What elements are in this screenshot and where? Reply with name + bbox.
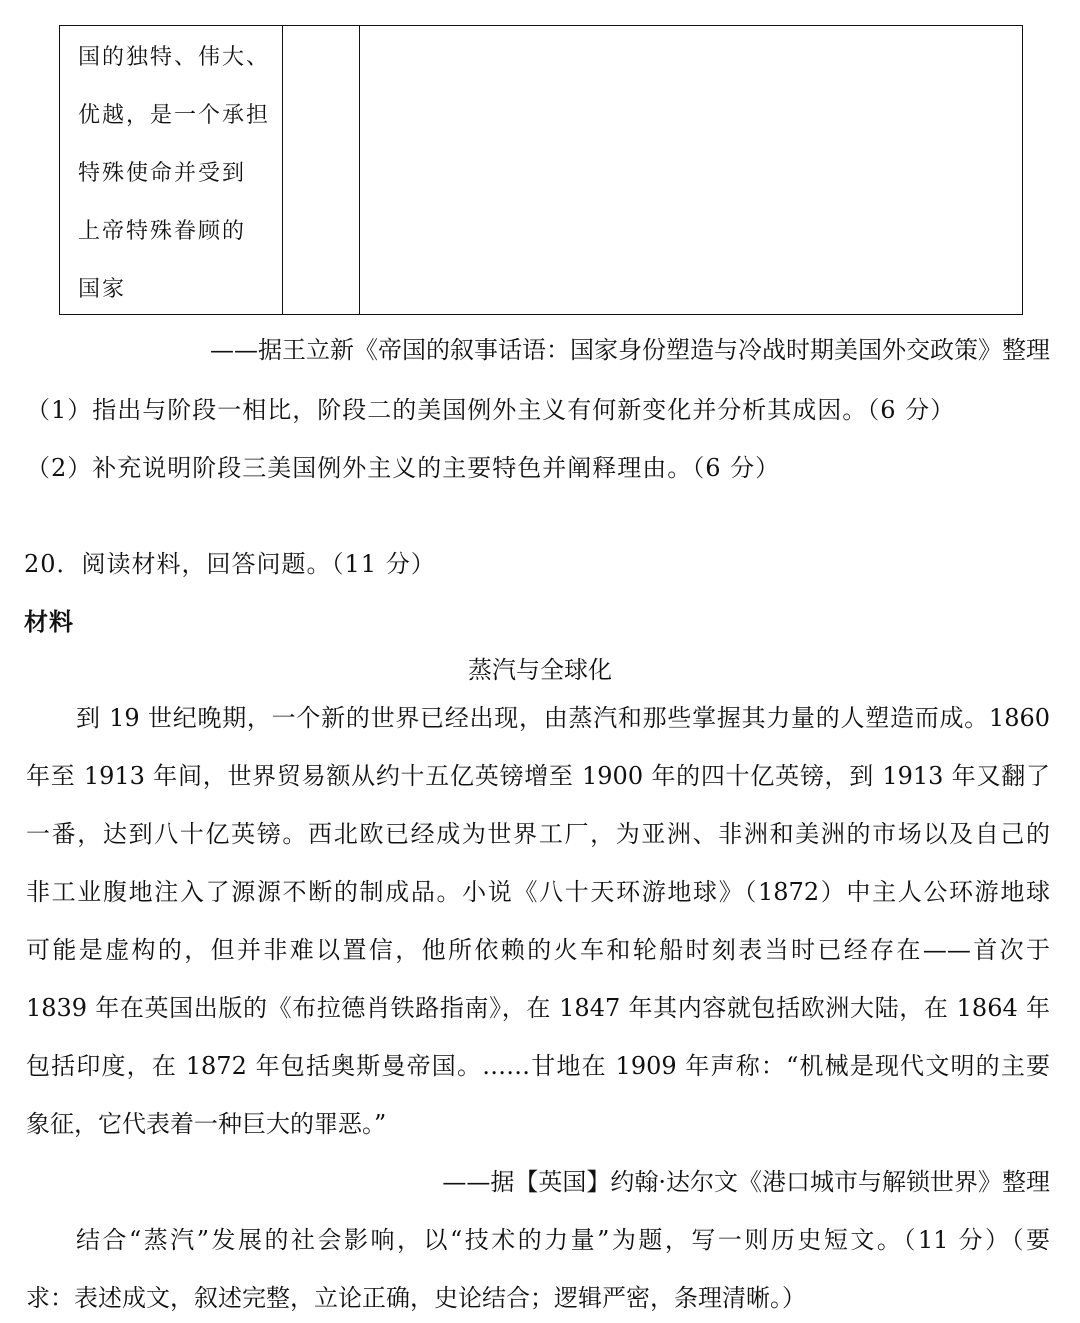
question-20-heading: 20．阅读材料，回答问题。（11 分）: [24, 550, 436, 578]
table-cell-line: 特殊使命并受到: [78, 161, 247, 186]
table-column-divider: [359, 26, 360, 314]
article-line: 一番，达到八十亿英镑。西北欧已经成为世界工厂，为亚洲、非洲和美洲的市场以及自己的: [26, 820, 1050, 848]
task-line: 求：表述成文，叙述完整，立论正确，史论结合；逻辑严密，条理清晰。）: [26, 1284, 806, 1312]
question-2: （2）补充说明阶段三美国例外主义的主要特色并阐释理由。（6 分）: [26, 454, 781, 482]
article-line: 年至 1913 年间，世界贸易额从约十五亿英镑增至 1900 年的四十亿英镑，到 1913 年又翻了: [26, 762, 1050, 790]
source-citation-1: ——据王立新《帝国的叙事话语：国家身份塑造与冷战时期美国外交政策》整理: [210, 336, 1050, 364]
table-fragment: [59, 25, 1023, 315]
table-cell-line: 上帝特殊眷顾的: [78, 219, 247, 244]
article-line: 象征，它代表着一种巨大的罪恶。”: [26, 1110, 387, 1138]
article-title: 蒸汽与全球化: [468, 656, 612, 684]
task-line: 结合“蒸汽”发展的社会影响，以“技术的力量”为题，写一则历史短文。（11 分）（要: [76, 1226, 1050, 1254]
table-column-divider: [282, 26, 283, 314]
table-cell-line: 国的独特、伟大、: [78, 45, 271, 70]
material-label: 材料: [24, 607, 74, 636]
table-cell-line: 国家: [78, 277, 127, 302]
article-line: 包括印度，在 1872 年包括奥斯曼帝国。……甘地在 1909 年声称：“机械是现代文明的主要: [26, 1052, 1050, 1080]
article-line: 到 19 世纪晚期，一个新的世界已经出现，由蒸汽和那些掌握其力量的人塑造而成。1860: [76, 704, 1050, 732]
article-line: 1839 年在英国出版的《布拉德肖铁路指南》，在 1847 年其内容就包括欧洲大陆，在 1864 年: [26, 994, 1050, 1022]
table-cell-line: 优越，是一个承担: [78, 103, 271, 128]
article-line: 可能是虚构的，但并非难以置信，他所依赖的火车和轮船时刻表当时已经存在——首次于: [26, 936, 1050, 964]
question-1: （1）指出与阶段一相比，阶段二的美国例外主义有何新变化并分析其成因。（6 分）: [26, 396, 956, 424]
article-line: 非工业腹地注入了源源不断的制成品。小说《八十天环游地球》（1872）中主人公环游地球: [26, 878, 1050, 906]
source-citation-2: ——据【英国】约翰·达尔文《港口城市与解锁世界》整理: [442, 1168, 1050, 1196]
